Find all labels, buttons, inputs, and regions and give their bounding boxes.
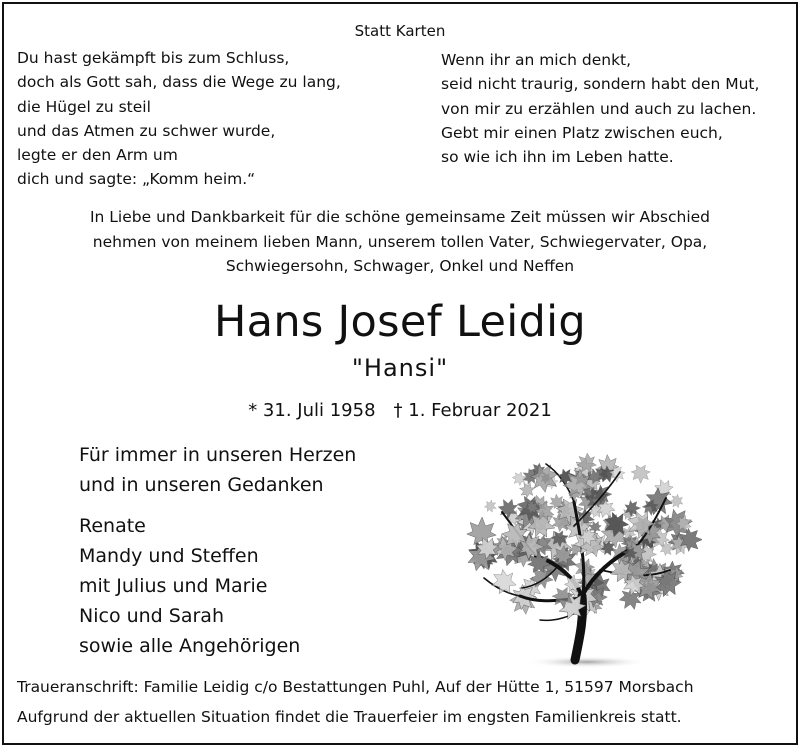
poem-right-line: Wenn ihr an mich denkt, xyxy=(441,51,632,69)
poem-right xyxy=(441,48,759,169)
header-text: Statt Karten xyxy=(354,22,446,40)
family-member: Renate xyxy=(79,515,146,537)
funeral-notice: Aufgrund der aktuellen Situation findet die Trauerfeier im engsten Familienkreis statt. xyxy=(17,708,682,726)
birth-date: * 31. Juli 1958 xyxy=(248,400,376,421)
poem-right-line: von mir zu erzählen und auch zu lachen. xyxy=(441,99,757,118)
family-member: mit Julius und Marie xyxy=(79,575,268,597)
family-signatures xyxy=(79,511,300,661)
closing-line: und in unseren Gedanken xyxy=(79,474,324,496)
intro-line: Schwiegersohn, Schwager, Onkel und Neffen xyxy=(225,257,575,275)
intro-text xyxy=(40,205,760,279)
poem-left-line: Du hast gekämpft bis zum Schluss, xyxy=(17,49,290,67)
leaf-icon xyxy=(483,498,498,514)
life-dates xyxy=(0,397,800,425)
leaf-icon xyxy=(488,567,518,598)
poem-left-line: dich und sagte: „Komm heim.“ xyxy=(17,170,256,189)
family-member: Nico und Sarah xyxy=(79,605,224,627)
poem-right-line: seid nicht traurig, sondern habt den Mut, xyxy=(441,75,760,94)
poem-left-line: legte er den Arm um xyxy=(17,146,178,165)
leaf-icon xyxy=(669,494,683,508)
intro-line: nehmen von meinem lieben Mann, unserem tollen Vater, Schwiegervater, Opa, xyxy=(92,232,708,251)
tree-icon xyxy=(462,446,702,672)
closing-words xyxy=(79,440,356,500)
deceased-name: Hans Josef Leidig xyxy=(214,297,586,347)
poem-right-line: so wie ich ihn im Leben hatte. xyxy=(441,148,674,167)
poem-right-line: Gebt mir einen Platz zwischen euch, xyxy=(441,123,723,142)
poem-left-line: die Hügel zu steil xyxy=(17,97,151,116)
death-date: † 1. Februar 2021 xyxy=(393,400,552,421)
intro-line: In Liebe und Dankbarkeit für die schöne gemeinsame Zeit müssen wir Abschied xyxy=(89,208,711,226)
deceased-nickname: "Hansi" xyxy=(351,354,449,382)
family-member: sowie alle Angehörigen xyxy=(79,635,301,657)
poem-left xyxy=(17,46,341,192)
poem-left-line: und das Atmen zu schwer wurde, xyxy=(17,121,276,140)
closing-line: Für immer in unseren Herzen xyxy=(79,444,357,466)
mourning-address: Traueranschrift: Familie Leidig c/o Bestattungen Puhl, Auf der Hütte 1, 51597 Morsbach xyxy=(17,678,694,696)
family-member: Mandy und Steffen xyxy=(79,545,259,567)
poem-left-line: doch als Gott sah, dass die Wege zu lang, xyxy=(17,73,341,92)
leaf-icon xyxy=(631,465,650,483)
